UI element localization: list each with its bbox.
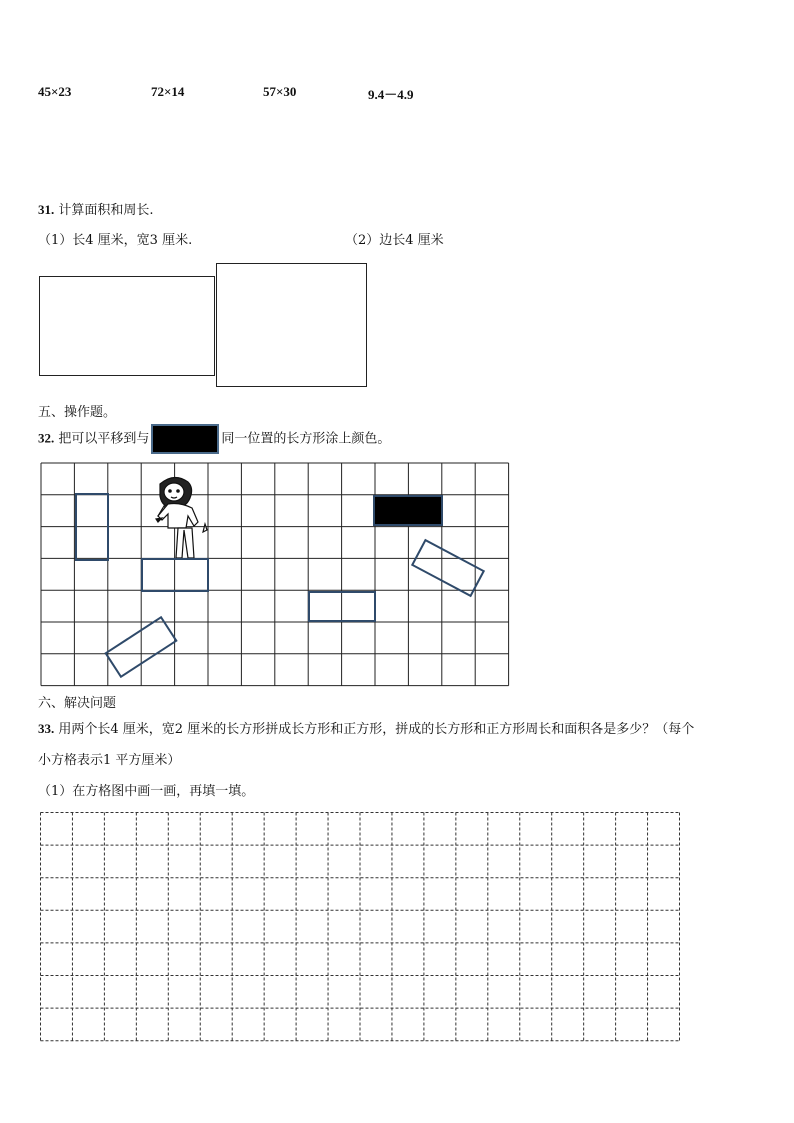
q32-number: 32. — [38, 430, 55, 446]
calc-3: 57×30 — [263, 84, 297, 99]
calc-1: 45×23 — [38, 84, 72, 99]
q32-heading — [38, 424, 390, 454]
boy-illustration-icon — [156, 477, 207, 558]
q31-heading — [38, 199, 154, 218]
section-six-heading: 六、解决问题 — [38, 696, 117, 711]
q32-text-before: 把可以平移到与 — [58, 431, 150, 447]
reference-black-rectangle — [151, 424, 219, 454]
black-target-rectangle — [374, 496, 442, 525]
q33-number: 33. — [38, 721, 55, 736]
q33-text-line1: 用两个长4 厘米，宽2 厘米的长方形拼成长方形和正方形，拼成的长方形和正方形周长和面积各是多少？（每个 — [58, 722, 695, 737]
square-figure — [216, 263, 367, 387]
q33-text-line2: 小方格表示1 平方厘米） — [38, 753, 181, 768]
q33-part1: （1）在方格图中画一画，再填一填。 — [38, 784, 255, 799]
section-five-heading: 五、操作题。 — [38, 405, 117, 420]
q31-part1: （1）长4 厘米，宽3 厘米. — [38, 233, 193, 248]
translation-grid — [40, 462, 510, 688]
calc-2: 72×14 — [151, 84, 185, 99]
q31-title: 计算面积和周长. — [58, 203, 154, 218]
q31-part2: （2）边长4 厘米 — [345, 233, 444, 248]
rectangle-figure — [39, 276, 215, 376]
dashed-grid-lines — [41, 813, 680, 1041]
drawing-grid-dashed[interactable] — [40, 812, 682, 1044]
calc-4: 9.4－4.9 — [368, 87, 414, 102]
tilted-rectangle-right — [412, 540, 483, 596]
q31-number: 31. — [38, 202, 55, 217]
q32-text-after: 同一位置的长方形涂上颜色。 — [221, 431, 391, 447]
q33-line1 — [38, 718, 694, 737]
